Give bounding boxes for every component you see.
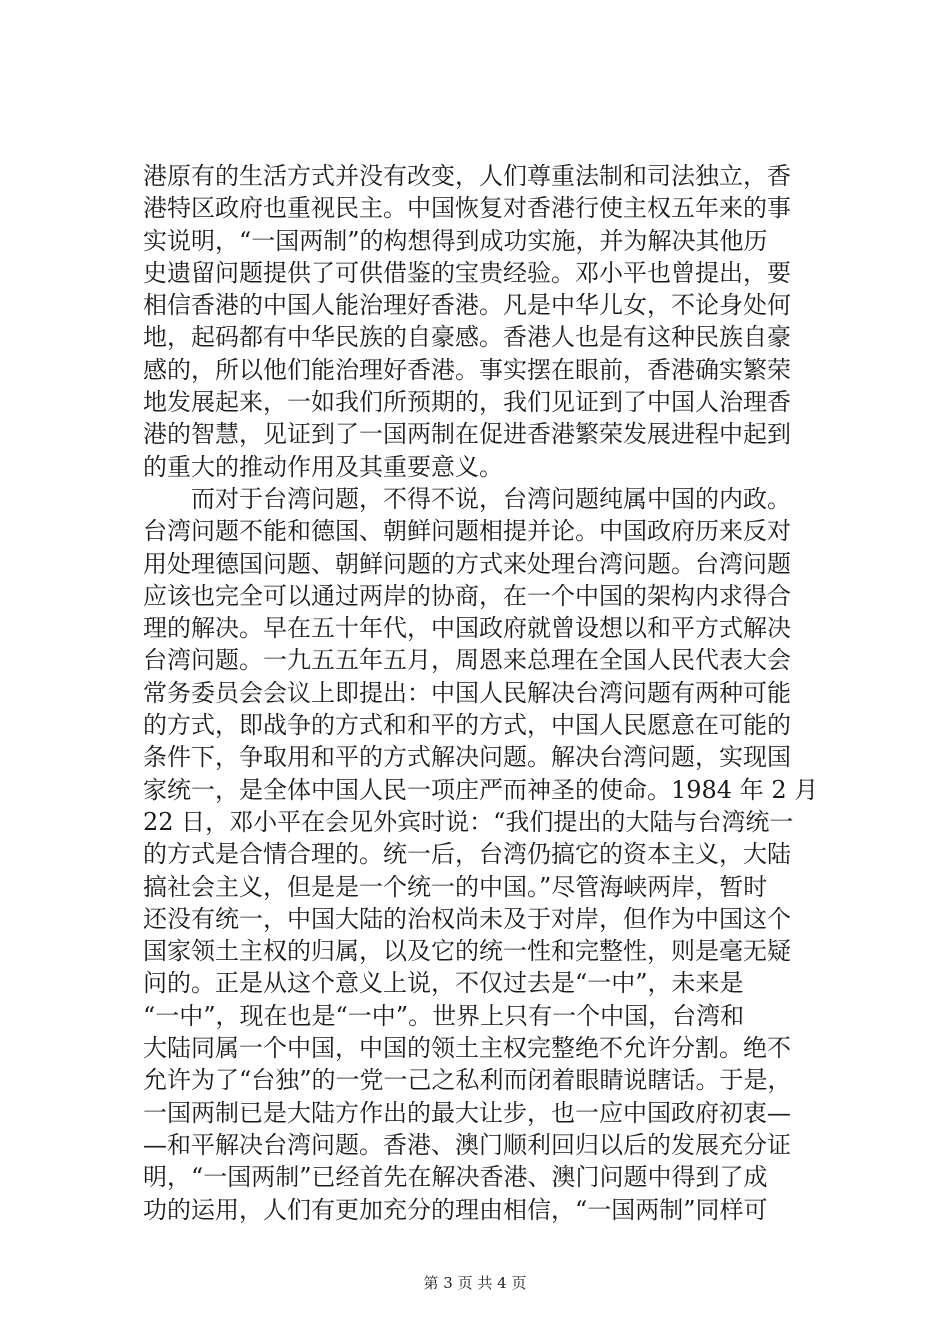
page-number-footer: 第 3 页 共 4 页 (423, 1274, 527, 1292)
text-line: 史遗留问题提供了可供借鉴的宝贵经验。邓小平也曾提出，要 (143, 258, 791, 287)
text-line: 的方式，即战争的方式和和平的方式，中国人民愿意在可能的 (143, 711, 791, 740)
text-line: 还没有统一，中国大陆的治权尚未及于对岸，但作为中国这个 (143, 904, 791, 933)
text-line: 用处理德国问题、朝鲜问题的方式来处理台湾问题。台湾问题 (143, 549, 791, 578)
text-line: 台湾问题。一九五五年五月，周恩来总理在全国人民代表大会 (143, 646, 791, 675)
text-line: 地发展起来，一如我们所预期的，我们见证到了中国人治理香 (143, 388, 791, 417)
text-line: 一国两制已是大陆方作出的最大让步，也一应中国政府初衷— (143, 1098, 791, 1127)
text-line: 大陆同属一个中国，中国的领土主权完整绝不允许分割。绝不 (143, 1034, 791, 1063)
text-line: 条件下，争取用和平的方式解决问题。解决台湾问题，实现国 (143, 743, 791, 772)
text-line: 理的解决。早在五十年代，中国政府就曾设想以和平方式解决 (143, 614, 791, 643)
text-line: 台湾问题不能和德国、朝鲜问题相提并论。中国政府历来反对 (143, 517, 791, 546)
body-text (143, 160, 843, 1226)
text-line: “一中”，现在也是“一中”。世界上只有一个中国，台湾和 (143, 1001, 745, 1030)
text-line: 感的，所以他们能治理好香港。事实摆在眼前，香港确实繁荣 (143, 355, 791, 384)
text-line: 而对于台湾问题，不得不说，台湾问题纯属中国的内政。 (143, 484, 791, 513)
text-line: 明，“一国两制”已经首先在解决香港、澳门问题中得到了成 (143, 1163, 768, 1192)
text-line: 常务委员会会议上即提出：中国人民解决台湾问题有两种可能 (143, 678, 791, 707)
text-line: 应该也完全可以通过两岸的协商，在一个中国的架构内求得合 (143, 581, 791, 610)
text-line: 国家领土主权的归属，以及它的统一性和完整性，则是毫无疑 (143, 937, 791, 966)
text-line: 搞社会主义，但是是一个统一的中国。”尽管海峡两岸，暂时 (143, 872, 768, 901)
text-line: 港特区政府也重视民主。中国恢复对香港行使主权五年来的事 (143, 194, 791, 223)
text-line: 允许为了“台独”的一党一己之私利而闭着眼睛说瞎话。于是， (143, 1066, 792, 1095)
text-line: 港原有的生活方式并没有改变，人们尊重法制和司法独立，香 (143, 162, 791, 190)
text-line: 功的运用，人们有更加充分的理由相信，“一国两制”同样可 (143, 1195, 768, 1224)
text-line: 的重大的推动作用及其重要意义。 (143, 452, 503, 481)
text-line: —和平解决台湾问题。香港、澳门顺利回归以后的发展充分证 (143, 1130, 791, 1159)
text-line: 地，起码都有中华民族的自豪感。香港人也是有这种民族自豪 (143, 323, 791, 352)
text-line: 22 日，邓小平在会见外宾时说：“我们提出的大陆与台湾统一 (143, 807, 794, 836)
text-line: 的方式是合情合理的。统一后，台湾仍搞它的资本主义，大陆 (143, 840, 791, 869)
text-line: 问的。正是从这个意义上说，不仅过去是“一中”，未来是 (143, 969, 744, 998)
text-line: 相信香港的中国人能治理好香港。凡是中华儿女，不论身处何 (143, 291, 791, 320)
text-line: 家统一，是全体中国人民一项庄严而神圣的使命。1984 年 2 月 (143, 775, 819, 804)
text-line: 实说明，“一国两制”的构想得到成功实施，并为解决其他历 (143, 226, 768, 255)
text-line: 港的智慧，见证到了一国两制在促进香港繁荣发展进程中起到 (143, 420, 791, 449)
